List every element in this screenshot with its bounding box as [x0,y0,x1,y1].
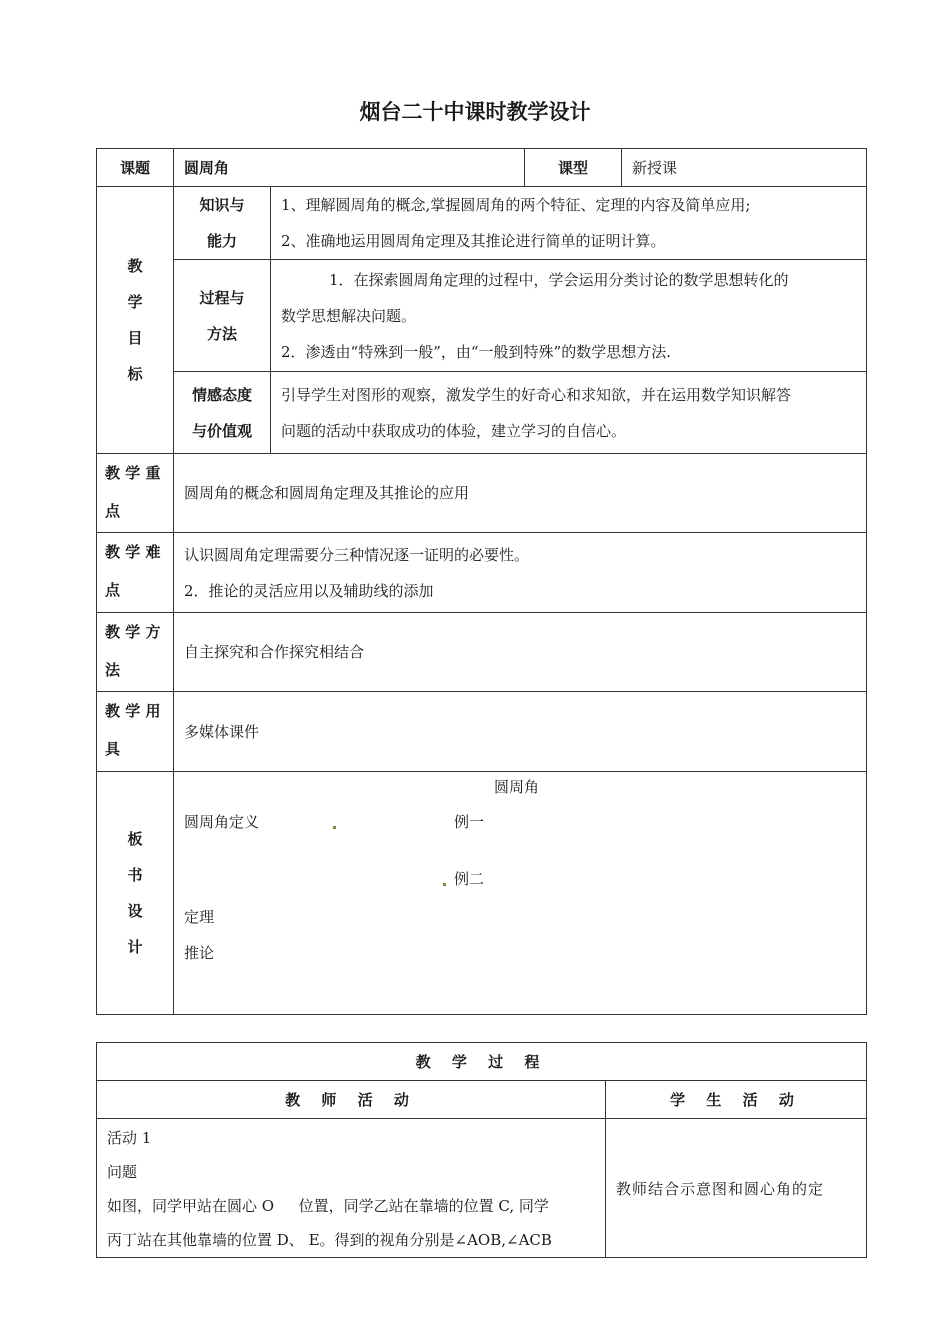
methods-label-line2: 法 [105,661,121,679]
board-label [97,772,174,1015]
process-columns-row [97,1081,867,1119]
process-label-line2: 方法 [206,324,237,343]
key-points-label-line1: 教 学 重 [105,464,161,482]
difficulties-label-line1: 教 学 难 [105,543,161,561]
attitude-label-line2: 与价值观 [191,421,252,440]
board-label-char: 设 [127,902,143,920]
objectives-label-char: 教 [127,257,143,275]
student-activity-content: 教师结合示意图和圆心角的定 [606,1119,867,1258]
knowledge-content [271,187,867,260]
process-line: 2．渗透由“特殊到一般”，由“一般到特殊”的数学思想方法. [281,342,671,361]
attitude-label-line1: 情感态度 [191,385,252,404]
board-example-2: 例二 [454,870,485,888]
process-content [271,260,867,372]
process-line: 1．在探索圆周角定理的过程中，学会运用分类讨论的数学思想转化的 [329,270,789,289]
difficulties-label [97,533,174,613]
objective-attitude-row [97,372,867,454]
objectives-label-char: 学 [127,293,143,311]
teacher-line: 问题 [107,1163,138,1181]
type-value: 新授课 [622,149,867,187]
header-row [97,149,867,187]
knowledge-label [174,187,271,260]
teaching-process-table [96,1042,867,1258]
methods-line: 自主探究和合作探究相结合 [184,643,365,661]
board-content [174,772,867,1015]
board-theorem: 定理 [184,908,215,926]
attitude-line: 引导学生对图形的观察，激发学生的好奇心和求知欲，并在运用数学知识解答 [281,385,792,404]
difficulties-line: 2．推论的灵活应用以及辅助线的添加 [184,581,434,600]
student-activity-header: 学 生 活 动 [606,1081,867,1119]
process-heading: 教 学 过 程 [97,1043,867,1081]
objective-process-row [97,260,867,372]
methods-content [174,613,867,692]
topic-label: 课题 [97,149,174,187]
knowledge-line: 2、准确地运用圆周角定理及其推论进行简单的证明计算。 [281,232,666,250]
lesson-plan-table [96,148,867,1015]
activity-row [97,1119,867,1258]
board-heading: 圆周角 [494,778,540,796]
topic-value: 圆周角 [174,149,525,187]
board-design-row [97,772,867,1015]
teacher-line: 丙丁站在其他靠墙的位置 D、 E。得到的视角分别是∠AOB,∠ACB [107,1231,552,1249]
attitude-content [271,372,867,454]
methods-label [97,613,174,692]
board-mark [333,826,336,829]
key-points-label [97,454,174,533]
process-line: 数学思想解决问题。 [281,306,417,325]
type-label: 课型 [525,149,622,187]
key-points-row [97,454,867,533]
methods-row [97,613,867,692]
board-label-char: 板 [127,830,143,848]
difficulties-row [97,533,867,613]
objectives-label-char: 标 [127,365,143,383]
key-points-content [174,454,867,533]
board-label-char: 计 [127,938,143,956]
teacher-line: 活动 1 [107,1129,152,1147]
key-points-line: 圆周角的概念和圆周角定理及其推论的应用 [184,484,470,502]
process-heading-row [97,1043,867,1081]
key-points-label-line2: 点 [105,502,121,520]
methods-label-line1: 教 学 方 [105,623,161,641]
board-mark [443,883,446,886]
page-title: 烟台二十中课时教学设计 [359,100,591,124]
objective-knowledge-row [97,187,867,260]
knowledge-label-line2: 能力 [206,232,237,250]
objectives-label-char: 目 [127,329,143,347]
difficulties-line: 认识圆周角定理需要分三种情况逐一证明的必要性。 [184,545,530,564]
teacher-line: 如图，同学甲站在圆心 O 位置，同学乙站在靠墙的位置 C, 同学 [107,1197,549,1215]
tools-label-line2: 具 [105,740,121,758]
attitude-label [174,372,271,454]
tools-label-line1: 教 学 用 [105,702,161,720]
objectives-label [97,187,174,454]
board-example-1: 例一 [454,813,485,831]
board-corollary: 推论 [184,944,215,962]
teacher-activity-header: 教 师 活 动 [97,1081,606,1119]
knowledge-line: 1、理解圆周角的概念,掌握圆周角的两个特征、定理的内容及简单应用; [281,196,751,214]
board-label-char: 书 [127,866,143,884]
knowledge-label-line1: 知识与 [199,196,245,214]
attitude-line: 问题的活动中获取成功的体验，建立学习的自信心。 [281,421,627,440]
process-label-line1: 过程与 [199,288,245,307]
tools-line: 多媒体课件 [184,722,260,741]
tools-content [174,692,867,772]
difficulties-content [174,533,867,613]
teacher-activity-content [97,1119,606,1258]
difficulties-label-line2: 点 [105,581,121,599]
tools-label [97,692,174,772]
process-label [174,260,271,372]
board-definition: 圆周角定义 [184,813,260,831]
tools-row [97,692,867,772]
